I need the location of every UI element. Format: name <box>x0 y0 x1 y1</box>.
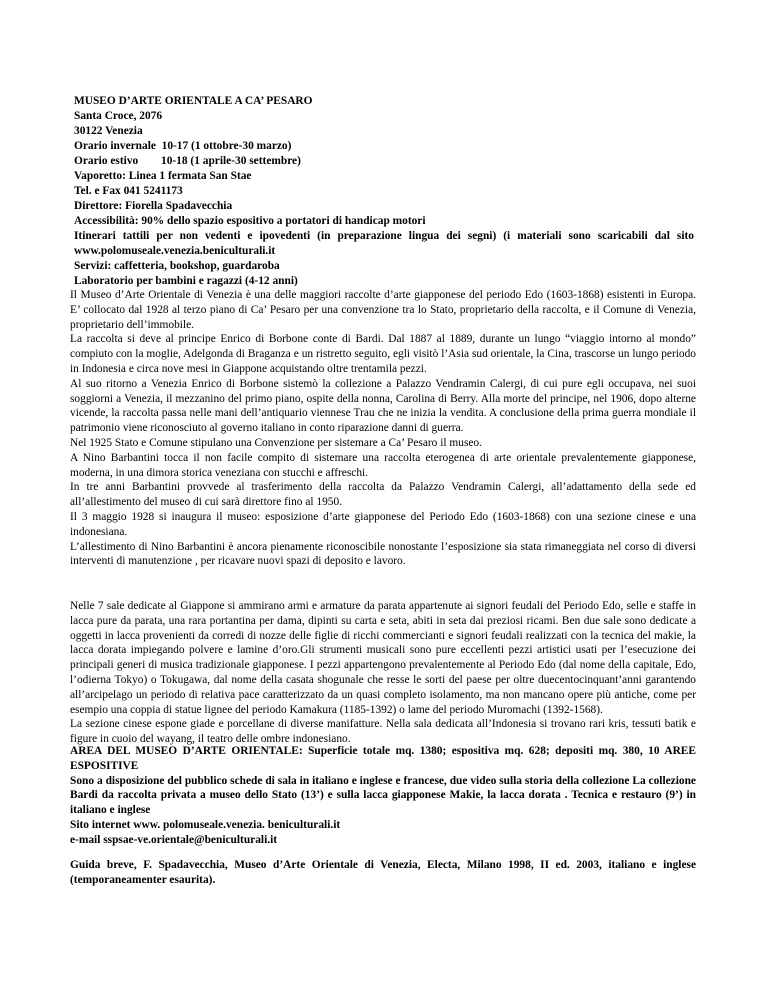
history-section <box>70 288 696 569</box>
rooms-section <box>70 599 696 747</box>
area-section <box>70 744 696 848</box>
lab-line: Laboratorio per bambini e ragazzi (4-12 anni) <box>74 275 298 287</box>
vaporetto-line: Vaporetto: Linea 1 fermata San Stae <box>74 170 252 182</box>
city-line: 30122 Venezia <box>74 125 143 137</box>
address-line: Santa Croce, 2076 <box>74 110 163 122</box>
paragraph: Il 3 maggio 1928 si inaugura il museo: esposizione d’arte giapponese del Periodo Edo (1603-1868) con una sezione cinese e una indonesiana. <box>70 510 696 538</box>
paragraph: Nelle 7 sale dedicate al Giappone si ammirano armi e armature da parata appartenute ai signori feudali del Periodo Edo, selle e staffe in lacca pure da parata, una rara portantina per dama, dipinti su carta e seta, abiti in seta dai preziosi ricami. Ben due sale sono dedicate a oggetti in lacca provenienti da corredi di nozze delle figlie di ricchi commercianti e signori feudali realizzati con la tecnica del makie, la lacca dorata impiegando polvere e lamine d’oro.Gli strumenti musicali sono pure eccellenti pezzi artistici usati per l’esecuzione dei principali generi di musica tradizionale giapponese. I pezzi appartengono prevalentemente al Periodo Edo (dal nome della capitale, Edo, l’odierna Tokyo) o Tokugawa, dal nome della casata shogunale che resse le sorti del paese per oltre duecentocinquant’anni garantendo all’arcipelago un periodo di relativa pace caratterizzato da un quasi completo isolamento, ma non mancano opere più antiche, come per esempio una coppia di statue lignee del periodo Kamakura (1185-1392) o lame del periodo Muromachi (1392-1568). <box>70 600 696 716</box>
museum-info-header <box>74 94 694 289</box>
materials-paragraph: Sono a disposizione del pubblico schede di sala in italiano e inglese e francese, due video sulla storia della collezione La collezione Bardi da raccolta privata a museo dello Stato (13’) e sulla lacca giapponese Makie, la lacca dorata . Tecnica e restauro (9’) in italiano e inglese <box>70 774 696 817</box>
paragraph: L’allestimento di Nino Barbantini è ancora pienamente riconoscibile nonostante l’esposizione sia stata rimaneggiata nel corso di diversi interventi di manutenzione , per ricavare nuovi spazi di deposito e lavoro. <box>70 540 696 568</box>
accessibility-line: Accessibilità: 90% dello spazio espositivo a portatori di handicap motori <box>74 215 426 227</box>
winter-hours: Orario invernale 10-17 (1 ottobre-30 marzo) <box>74 140 292 152</box>
director-line: Direttore: Fiorella Spadavecchia <box>74 200 233 212</box>
phone-line: Tel. e Fax 041 5241173 <box>74 185 183 197</box>
paragraph: La raccolta si deve al principe Enrico di Borbone conte di Bardi. Dal 1887 al 1889, durante un lungo “viaggio intorno al mondo” compiuto con la moglie, Adelgonda di Braganza e un ristretto seguito, egli visitò l’Asia sud orientale, la Cina, trascorse un lungo periodo in Indonesia e circa nove mesi in Giappone acquistando oltre trentamila pezzi. <box>70 333 696 375</box>
area-heading: AREA DEL MUSEO D’ARTE ORIENTALE: Superficie totale mq. 1380; espositiva mq. 628; depositi mq. 380, 10 AREE ESPOSITIVE <box>70 745 696 772</box>
summer-hours: Orario estivo 10-18 (1 aprile-30 settembre) <box>74 155 301 167</box>
paragraph: A Nino Barbantini tocca il non facile compito di sistemare una raccolta eterogenea di arte orientale prevalentemente giapponese, moderna, in una dimora storica veneziana con stucchi e affreschi. <box>70 451 696 479</box>
email-line: e-mail sspsae-ve.orientale@beniculturali.it <box>70 833 278 846</box>
website-line: Sito internet www. polomuseale.venezia. beniculturali.it <box>70 818 341 831</box>
guide-section <box>70 858 696 888</box>
paragraph: In tre anni Barbantini provvede al trasferimento della raccolta da Palazzo Vendramin Calergi, all’adattamento della sede ed all’allestimento del museo di cui sarà direttore fino al 1950. <box>70 481 696 509</box>
paragraph: Nel 1925 Stato e Comune stipulano una Convenzione per sistemare a Ca’ Pesaro il museo. <box>70 436 482 449</box>
paragraph: La sezione cinese espone giade e porcellane di diverse manifatture. Nella sala dedicata all’Indonesia si trovano rari kris, tessuti batik e figure in cuoio del wayang, il teatro delle ombre indonesiano. <box>70 718 696 746</box>
paragraph: Al suo ritorno a Venezia Enrico di Borbone sistemò la collezione a Palazzo Vendramin Calergi, di cui pure egli occupava, nei suoi soggiorni a Venezia, il mezzanino del primo piano, ospite della nonna, Carolina di Berry. Alla morte del principe, nel 1906, dopo alterne vicende, la raccolta passa nelle mani dell’antiquario viennese Trau che ne inizia la vendita. A conclusione della prima guerra mondiale il patrimonio viene riconosciuto al governo italiano in conto riparazione danni di guerra. <box>70 377 696 435</box>
museum-title: MUSEO D’ARTE ORIENTALE A CA’ PESARO <box>74 95 313 107</box>
paragraph: Il Museo d’Arte Orientale di Venezia è una delle maggiori raccolte d’arte giapponese del periodo Edo (1603-1868) esistenti in Europa. E’ collocato dal 1928 al terzo piano di Ca’ Pesaro per una convenzione tra lo Stato, proprietario della raccolta, e il Comune di Venezia, proprietario dell’immobile. <box>70 289 696 331</box>
tactile-itineraries: Itinerari tattili per non vedenti e ipovedenti (in preparazione lingua dei segni) (i materiali sono scaricabili dal sito www.polomuseale.venezia.beniculturali.it <box>74 230 694 257</box>
services-line: Servizi: caffetteria, bookshop, guardaroba <box>74 260 280 272</box>
guide-reference: Guida breve, F. Spadavecchia, Museo d’Arte Orientale di Venezia, Electa, Milano 1998, II ed. 2003, italiano e inglese (temporaneamenter esaurita). <box>70 859 696 886</box>
